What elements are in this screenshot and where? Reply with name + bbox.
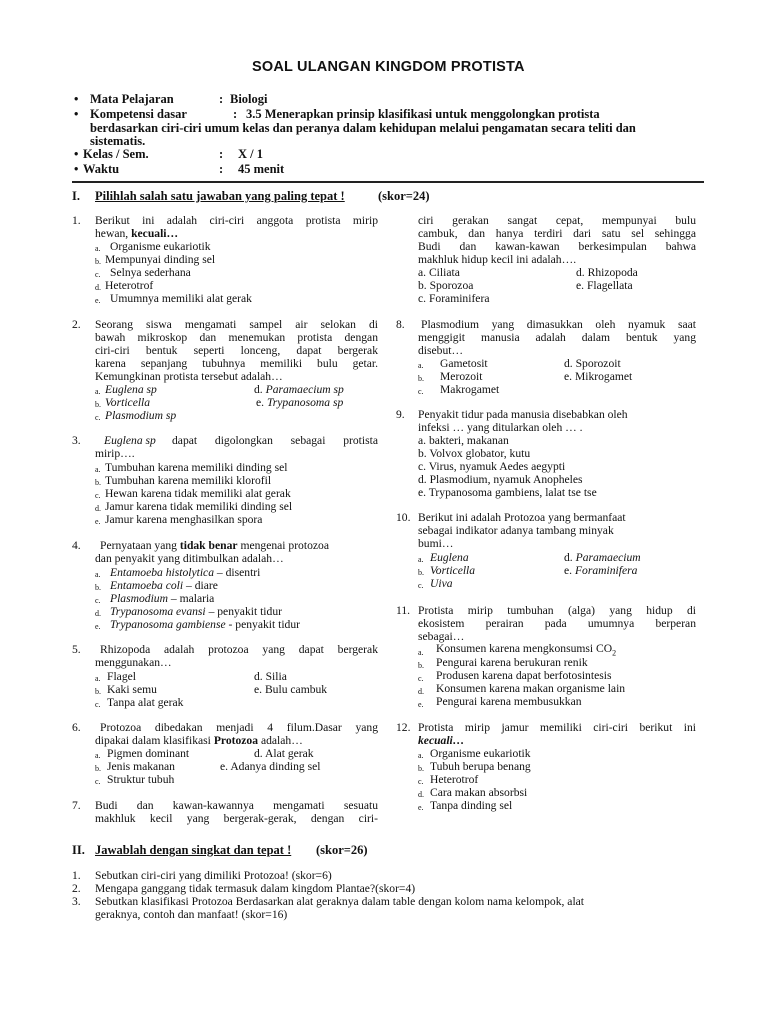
option-d: d. Rhizopoda [576, 266, 638, 279]
question-text: ekosistem perairan pada umumnya berperan [418, 617, 696, 630]
question-text: Protista mirip jamur memiliki ciri-ciri berikut ini [418, 721, 696, 734]
option-label: b. [95, 257, 101, 266]
question-text: karena sepanjang tubuhnya memiliki bulu getar. [95, 357, 378, 370]
option-e: e. Foraminifera [564, 564, 638, 577]
option-c: Selnya sederhana [110, 266, 191, 279]
question-text: menggunakan… [95, 656, 172, 669]
question-text: Protozoa dibedakan menjadi 4 filum.Dasar yang [100, 721, 378, 734]
option-label: b. [95, 583, 101, 592]
option-label: b. [95, 687, 101, 696]
option-label: a. [95, 387, 101, 396]
option-d: d. Sporozoit [564, 357, 621, 370]
question-text: kecuali… [418, 734, 465, 747]
option-label: a. [418, 648, 424, 657]
option-d: Jamur karena tidak memiliki dinding sel [105, 500, 293, 513]
essay-number: 3. [72, 895, 81, 908]
option-a: a. bakteri, makanan [418, 434, 509, 447]
option-a: Pigmen dominant [107, 747, 190, 760]
option-c: Plasmodium – malaria [110, 592, 215, 605]
option-label: e. [95, 296, 101, 305]
question-number: 5. [72, 643, 81, 656]
option-b: Pengurai karena berukuran renik [436, 656, 588, 669]
option-label: b. [95, 400, 101, 409]
option-label: c. [95, 596, 101, 605]
option-c: Heterotrof [430, 773, 479, 786]
option-a: Organisme eukariotik [430, 747, 531, 760]
option-b: Vorticella [105, 396, 151, 409]
question-text: ciri gerakan sangat cepat, mempunyai bulu [418, 214, 696, 227]
option-label: a. [418, 555, 424, 564]
question-text: makhluk hidup kecil ini adalah…. [418, 253, 577, 266]
option-c: Hewan karena tidak memiliki alat gerak [105, 487, 291, 500]
option-a: Tumbuhan karena memiliki dinding sel [105, 461, 288, 474]
question-text: hewan, kecuali… [95, 227, 179, 240]
option-d: d. Paramaecium sp [254, 383, 344, 396]
option-label: b. [418, 374, 424, 383]
option-label: a. [95, 244, 101, 253]
question-text: Penyakit tidur pada manusia disebabkan oleh [418, 408, 628, 421]
option-label: c. [95, 491, 101, 500]
option-b: Merozoit [440, 370, 483, 383]
question-text: bawah mikroskop dan menemukan protista dengan [95, 331, 378, 344]
option-label: c. [418, 674, 424, 683]
label-waktu: Waktu [83, 162, 120, 176]
option-label: c. [418, 777, 424, 786]
option-label: a. [95, 751, 101, 760]
option-a: Konsumen karena mengkonsumsi $CO_2$ [436, 642, 617, 658]
option-c: Struktur tubuh [107, 773, 175, 786]
option-label: a. [95, 570, 101, 579]
option-c: Produsen karena dapat berfotosintesis [436, 669, 612, 682]
question-text: makhluk kecil yang bergerak-gerak, dengan ciri- [95, 812, 378, 825]
question-number: 8. [396, 318, 405, 331]
option-label: a. [95, 674, 101, 683]
question-text: sebagai indikator adanya tambang minyak [418, 524, 614, 537]
label-mata-pelajaran: Mata Pelajaran [90, 92, 174, 106]
value-kompetensi-l3: sistematis. [90, 134, 146, 148]
option-label: c. [95, 270, 101, 279]
option-d: d. Silia [254, 670, 287, 683]
option-label: c. [95, 413, 101, 422]
divider [72, 181, 704, 183]
option-b: Jenis makanan [107, 760, 175, 773]
option-label: b. [95, 764, 101, 773]
option-label: b. [95, 478, 101, 487]
value-mata-pelajaran: Biologi [230, 92, 268, 106]
option-d: Konsumen karena makan organisme lain [436, 682, 626, 695]
section2-score: (skor=26) [316, 843, 368, 857]
option-c: Makrogamet [440, 383, 500, 396]
option-label: e. [95, 517, 101, 526]
question-text: sebagai… [418, 630, 465, 643]
option-b: Kaki semu [107, 683, 157, 696]
question-text: Euglena sp [104, 434, 156, 447]
option-e: e. Trypanosoma sp [256, 396, 344, 409]
option-b: Mempunyai dinding sel [105, 253, 216, 266]
option-label: d. [95, 504, 101, 513]
value-kompetensi-l2: berdasarkan ciri-ciri umum kelas dan peranya dalam kehidupan melalui pengamatan secara teliti dan [90, 121, 636, 135]
option-b: Tumbuhan karena memiliki klorofil [105, 474, 272, 487]
option-a: Organisme eukariotik [110, 240, 211, 253]
question-number: 3. [72, 434, 81, 447]
option-c: Tanpa alat gerak [107, 696, 184, 709]
question-text: menggigit manusia adalah dalam bentuk yang [418, 331, 696, 344]
option-label: b. [418, 568, 424, 577]
section2-number: II. [72, 843, 85, 857]
question-text: Pernyataan yang tidak benar mengenai protozoa [100, 539, 329, 552]
question-number: 11. [396, 604, 411, 617]
option-label: d. [95, 609, 101, 618]
question-text: Budi dan kawan-kawannya mengamati sesuatu [95, 799, 378, 812]
essay-question-1: Sebutkan ciri-ciri yang dimiliki Protozoa! (skor=6) [95, 869, 332, 882]
option-a: a. Ciliata [418, 266, 460, 279]
option-c: c. Virus, nyamuk Aedes aegypti [418, 460, 566, 473]
option-d: Trypanosoma evansi – penyakit tidur [110, 605, 282, 618]
option-e: e. Bulu cambuk [254, 683, 328, 696]
option-c: c. Foraminifera [418, 292, 490, 305]
question-text: dan penyakit yang ditimbulkan adalah… [95, 552, 284, 565]
bullet: • [74, 107, 79, 121]
question-text: cambuk, dan hanya terdiri dari satu sel sehingga [418, 227, 696, 240]
option-label: c. [418, 581, 424, 590]
option-e: Trypanosoma gambiense - penyakit tidur [110, 618, 301, 631]
option-a: Flagel [107, 670, 136, 683]
option-b: b. Sporozoa [418, 279, 474, 292]
option-a: Entamoeba histolytica – disentri [110, 566, 261, 579]
question-number: 10. [396, 511, 411, 524]
option-label: a. [418, 361, 424, 370]
option-e: Jamur karena menghasilkan spora [105, 513, 263, 526]
option-e: Tanpa dinding sel [430, 799, 513, 812]
option-a: Euglena sp [105, 383, 157, 396]
section1-title: Pilihlah salah satu jawaban yang paling tepat ! [95, 189, 345, 203]
option-label: a. [418, 751, 424, 760]
option-label: b. [418, 661, 424, 670]
question-text: dapat digolongkan sebagai protista [172, 434, 378, 447]
option-a: Euglena [430, 551, 469, 564]
option-label: e. [418, 803, 424, 812]
value-waktu: 45 menit [238, 162, 285, 176]
essay-question-3: Sebutkan klasifikasi Protozoa Berdasarkan alat geraknya dalam table dengan kolom nama kelompok, alat [95, 895, 585, 908]
question-text: Rhizopoda adalah protozoa yang dapat bergerak [100, 643, 378, 656]
page-title: SOAL ULANGAN KINGDOM PROTISTA [252, 59, 525, 75]
option-a: Gametosit [440, 357, 488, 370]
essay-question-3-cont: geraknya, contoh dan manfaat! (skor=16) [95, 908, 288, 921]
question-text: disebut… [418, 344, 464, 357]
question-text: Budi dan kawan-kawan berkesimpulan bahwa [418, 240, 696, 253]
question-text: Protista mirip tumbuhan (alga) yang hidup di [418, 604, 696, 617]
question-text: Plasmodium yang dimasukkan oleh nyamuk saat [421, 318, 696, 331]
option-label: d. [418, 687, 424, 696]
option-c: Uiva [430, 577, 453, 590]
option-d: Cara makan absorbsi [430, 786, 528, 799]
option-d: d. Alat gerak [254, 747, 314, 760]
sep: : [219, 162, 224, 176]
section1-score: (skor=24) [378, 189, 430, 203]
option-e: e. Trypanosoma gambiens, lalat tse tse [418, 486, 597, 499]
essay-number: 2. [72, 882, 81, 895]
essay-number: 1. [72, 869, 81, 882]
option-label: c. [95, 777, 101, 786]
section2-title: Jawablah dengan singkat dan tepat ! [95, 843, 292, 857]
label-kelas: Kelas / Sem. [83, 147, 149, 161]
question-text: bumi… [418, 537, 454, 550]
option-label: d. [418, 790, 424, 799]
bullet: • [74, 92, 79, 106]
option-e: e. Mikrogamet [564, 370, 633, 383]
section1-number: I. [72, 189, 80, 203]
sep: : [233, 107, 238, 121]
label-kompetensi: Kompetensi dasar [90, 107, 187, 121]
question-text: ciri-ciri bentuk seperti lonceng, dapat bergerak [95, 344, 378, 357]
option-d: d. Paramaecium [564, 551, 641, 564]
bullet: • [74, 162, 79, 176]
option-e: Pengurai karena membusukkan [436, 695, 582, 708]
question-number: 6. [72, 721, 81, 734]
option-label: d. [95, 283, 101, 292]
sep: : [219, 92, 224, 106]
option-c: Plasmodium sp [105, 409, 177, 422]
question-number: 4. [72, 539, 81, 552]
question-text: infeksi … yang ditularkan oleh … . [418, 421, 583, 434]
question-number: 2. [72, 318, 81, 331]
question-number: 9. [396, 408, 405, 421]
sep: : [219, 147, 224, 161]
question-text: Berikut ini adalah ciri-ciri anggota protista mirip [95, 214, 378, 227]
question-number: 7. [72, 799, 81, 812]
question-text: mirip…. [95, 447, 135, 460]
question-text: dipakai dalam klasifikasi Protozoa adalah… [95, 734, 303, 747]
option-label: c. [95, 700, 101, 709]
bullet: • [74, 147, 79, 161]
value-kompetensi: 3.5 Menerapkan prinsip klasifikasi untuk menggolongkan protista [246, 107, 600, 121]
question-text: Berikut ini adalah Protozoa yang bermanfaat [418, 511, 626, 524]
option-label: a. [95, 465, 101, 474]
question-number: 12. [396, 721, 411, 734]
option-b: Vorticella [430, 564, 476, 577]
question-text: Seorang siswa mengamati sampel air selokan di [95, 318, 378, 331]
option-b: b. Volvox globator, kutu [418, 447, 531, 460]
option-label: b. [418, 764, 424, 773]
option-e: e. Adanya dinding sel [220, 760, 321, 773]
option-label: e. [418, 700, 424, 709]
essay-question-2: Mengapa ganggang tidak termasuk dalam kingdom Plantae?(skor=4) [95, 882, 416, 895]
option-d: Heterotrof [105, 279, 154, 292]
option-d: d. Plasmodium, nyamuk Anopheles [418, 473, 583, 486]
option-b: Entamoeba coli – diare [110, 579, 218, 592]
option-b: Tubuh berupa benang [430, 760, 531, 773]
option-label: e. [95, 622, 101, 631]
question-number: 1. [72, 214, 81, 227]
question-text: Kemungkinan protista tersebut adalah… [95, 370, 283, 383]
option-e: Umumnya memiliki alat gerak [110, 292, 252, 305]
value-kelas: X / 1 [238, 147, 263, 161]
option-label: c. [418, 387, 424, 396]
option-e: e. Flagellata [576, 279, 633, 292]
